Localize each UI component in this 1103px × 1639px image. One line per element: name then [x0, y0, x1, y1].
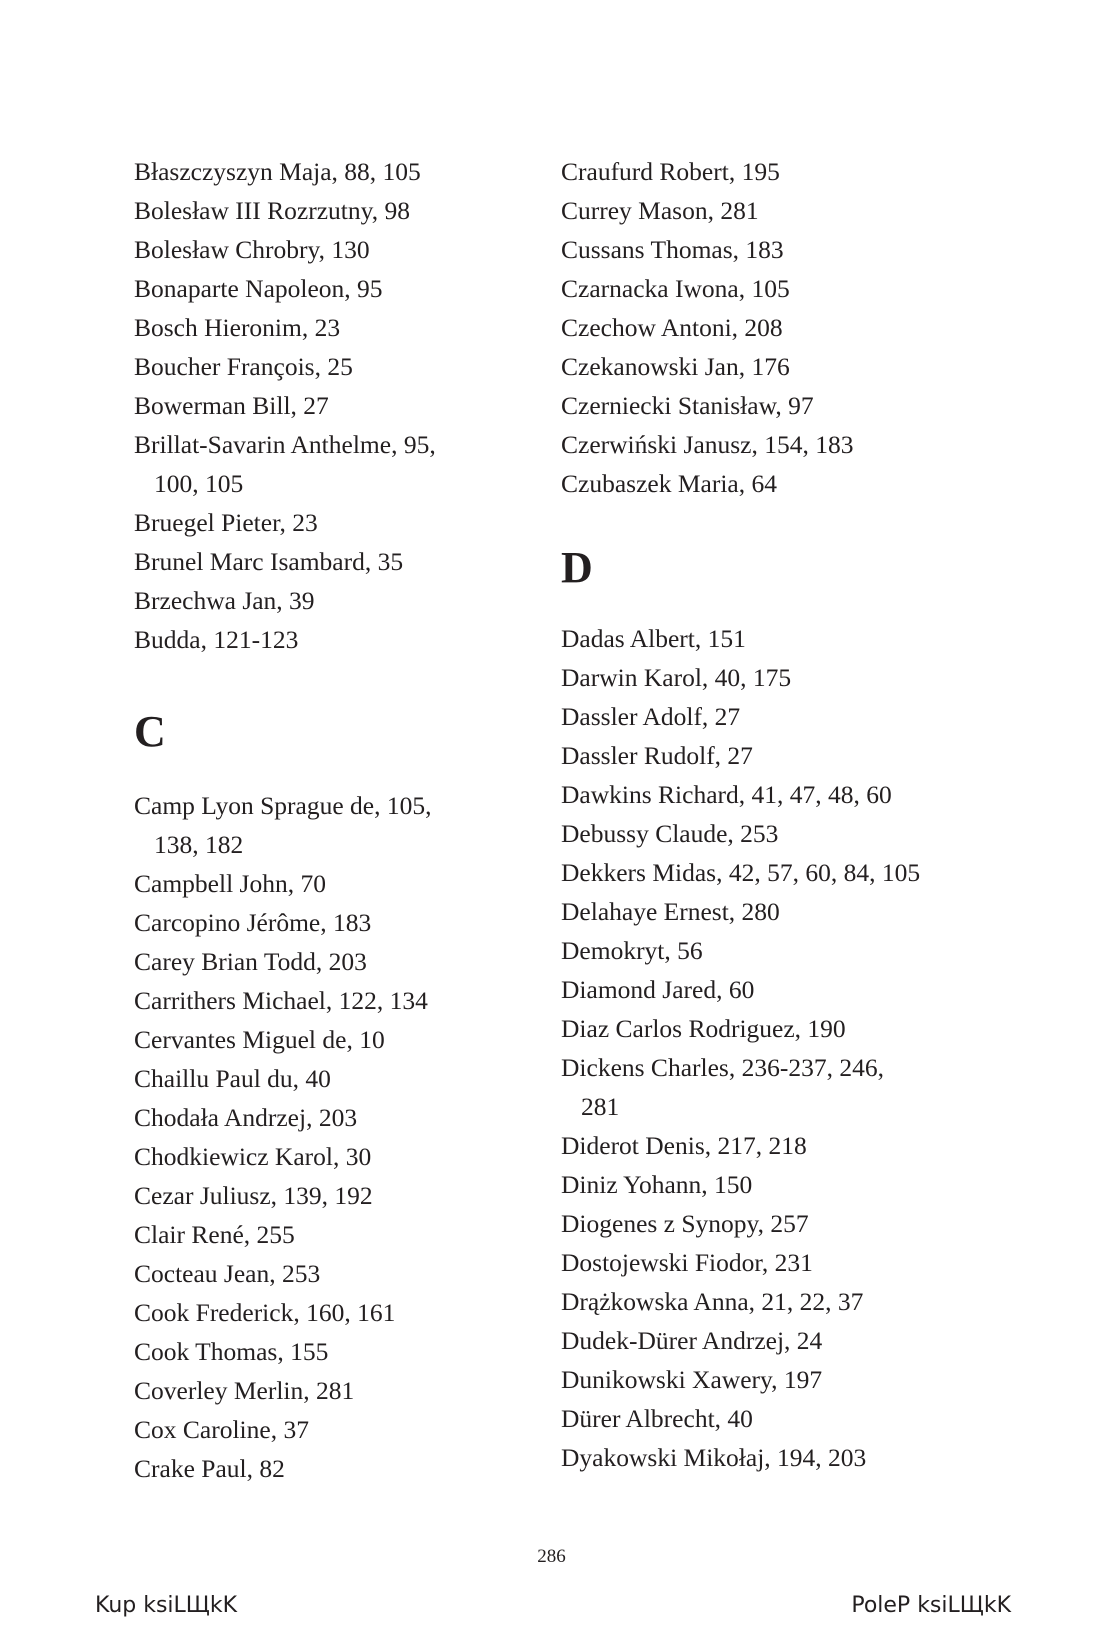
index-entry-continuation: 281: [581, 1092, 620, 1121]
index-entry: Bruegel Pieter, 23: [134, 508, 318, 537]
index-entry: Carrithers Michael, 122, 134: [134, 986, 428, 1015]
recommend-book-link[interactable]: PoleP ksiLЩkK: [851, 1593, 1011, 1618]
index-entry: Czerniecki Stanisław, 97: [561, 391, 814, 420]
index-entry: Dawkins Richard, 41, 47, 48, 60: [561, 780, 892, 809]
index-entry: Chodkiewicz Karol, 30: [134, 1142, 372, 1171]
index-entry: Diaz Carlos Rodriguez, 190: [561, 1014, 846, 1043]
index-entry: Diniz Yohann, 150: [561, 1170, 753, 1199]
letter-heading-c: C: [134, 707, 166, 756]
index-entry: Bosch Hieronim, 23: [134, 313, 341, 342]
index-entry: Dudek-Dürer Andrzej, 24: [561, 1326, 823, 1355]
index-entry: Craufurd Robert, 195: [561, 157, 780, 186]
index-entry: Dürer Albrecht, 40: [561, 1404, 753, 1433]
index-entry: Brzechwa Jan, 39: [134, 586, 315, 615]
index-entry: Budda, 121-123: [134, 625, 299, 654]
index-entry: Bowerman Bill, 27: [134, 391, 329, 420]
letter-heading-d: D: [561, 543, 593, 592]
index-entry: Diderot Denis, 217, 218: [561, 1131, 807, 1160]
index-entry: Clair René, 255: [134, 1220, 295, 1249]
index-entry: Carey Brian Todd, 203: [134, 947, 367, 976]
index-entry: Diamond Jared, 60: [561, 975, 755, 1004]
index-entry: Dickens Charles, 236-237, 246,: [561, 1053, 884, 1082]
index-entry: Bolesław Chrobry, 130: [134, 235, 370, 264]
index-entry: Czekanowski Jan, 176: [561, 352, 790, 381]
buy-book-link[interactable]: Kup ksiLЩkK: [95, 1593, 238, 1618]
index-entry: Cussans Thomas, 183: [561, 235, 784, 264]
index-entry: Cox Caroline, 37: [134, 1415, 309, 1444]
index-entry-continuation: 138, 182: [154, 830, 244, 859]
index-entry: Boucher François, 25: [134, 352, 353, 381]
index-entry: Brillat-Savarin Anthelme, 95,: [134, 430, 436, 459]
index-entry: Dassler Rudolf, 27: [561, 741, 753, 770]
index-entry: Cervantes Miguel de, 10: [134, 1025, 385, 1054]
index-entry: Campbell John, 70: [134, 869, 326, 898]
index-column-left: [134, 152, 554, 1488]
index-entry: Delahaye Ernest, 280: [561, 897, 780, 926]
index-entry: Chodała Andrzej, 203: [134, 1103, 358, 1132]
index-entry: Drążkowska Anna, 21, 22, 37: [561, 1287, 864, 1316]
index-entry: Brunel Marc Isambard, 35: [134, 547, 404, 576]
index-entry: Bolesław III Rozrzutny, 98: [134, 196, 410, 225]
index-entry: Diogenes z Synopy, 257: [561, 1209, 809, 1238]
index-entry: Bonaparte Napoleon, 95: [134, 274, 383, 303]
index-entry: Dekkers Midas, 42, 57, 60, 84, 105: [561, 858, 921, 887]
index-entry: Carcopino Jérôme, 183: [134, 908, 372, 937]
index-entry: Cook Frederick, 160, 161: [134, 1298, 396, 1327]
index-entry: Demokryt, 56: [561, 936, 703, 965]
index-entry: Currey Mason, 281: [561, 196, 759, 225]
index-entry: Coverley Merlin, 281: [134, 1376, 355, 1405]
index-entry: Cocteau Jean, 253: [134, 1259, 321, 1288]
index-entry: Darwin Karol, 40, 175: [561, 663, 792, 692]
index-entry: Błaszczyszyn Maja, 88, 105: [134, 157, 421, 186]
index-entry: Crake Paul, 82: [134, 1454, 285, 1483]
index-entry: Cook Thomas, 155: [134, 1337, 329, 1366]
index-entry: Camp Lyon Sprague de, 105,: [134, 791, 432, 820]
index-entry-continuation: 100, 105: [154, 469, 244, 498]
index-entry: Dassler Adolf, 27: [561, 702, 741, 731]
index-entry: Dostojewski Fiodor, 231: [561, 1248, 813, 1277]
index-entry: Dadas Albert, 151: [561, 624, 746, 653]
index-entry: Dyakowski Mikołaj, 194, 203: [561, 1443, 867, 1472]
page-number: 286: [537, 1546, 566, 1567]
index-entry: Czarnacka Iwona, 105: [561, 274, 790, 303]
index-column-right: [561, 152, 1041, 1477]
index-entry: Chaillu Paul du, 40: [134, 1064, 331, 1093]
index-entry: Dunikowski Xawery, 197: [561, 1365, 823, 1394]
index-entry: Debussy Claude, 253: [561, 819, 779, 848]
index-entry: Czechow Antoni, 208: [561, 313, 783, 342]
index-entry: Czerwiński Janusz, 154, 183: [561, 430, 854, 459]
index-entry: Cezar Juliusz, 139, 192: [134, 1181, 373, 1210]
index-entry: Czubaszek Maria, 64: [561, 469, 777, 498]
